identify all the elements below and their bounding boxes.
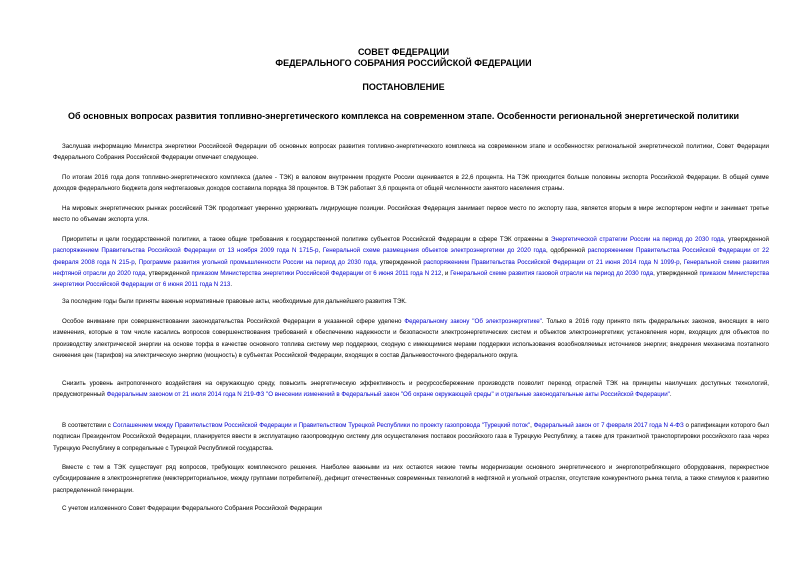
paragraph-4-text: , утвержденной	[723, 236, 770, 243]
paragraph-4-text: Приоритеты и цели государственной политики, а также общие требования к государственной политике субъектов Российской Федерации в сфере ТЭК отражены в	[62, 236, 552, 243]
paragraph-8	[53, 420, 769, 454]
paragraph-6-text: . Только в 2016 году принято пять федеральных законов, вносящих в него изменения, которые в том числе касались вопросов совершенствования требований к обеспечению надежности и безопасности электроэнергетических систем и объектов электроэнергетики; установления норм, входящих для объектов по производству электрической энергии на основе торфа в качестве основного топлива систему мер поддержки, сходную с имеющимися мерами поддержки использования возобновляемых источников энергии; внедрения механизма поэтапного снижения цен (тарифов) на электрическую энергию (мощность) в субъектах Российской Федерации, входящих в состав Дальневосточного федерального округа.	[53, 318, 769, 359]
coal-program-link[interactable]: Программе развития угольной промышленности России на период до 2030 года	[138, 258, 376, 266]
order-1099r-link[interactable]: распоряжением Правительства Российской Федерации от 21 июня 2014 года N 1099-р	[423, 258, 680, 266]
paragraph-8-text: ,	[530, 422, 534, 429]
paragraph-4-text: , одобренной	[545, 247, 588, 255]
oil-scheme-link[interactable]: Генеральной схеме развития нефтяной отрасли до 2020 года	[53, 258, 769, 277]
paragraph-4-text: , и	[441, 269, 451, 277]
paragraph-7-text: Снизить уровень антропогенного воздействия на окружающую среду, повысить энергетическую эффективность и ресурсосбережение производств позволит переход отраслей ТЭК на принципы наилучших доступных технологий, предусмотренный	[53, 380, 769, 399]
order-215r-link[interactable]: распоряжением Правительства Российской Федерации от 22 февраля 2008 года N 215-р	[53, 247, 770, 266]
order-213-link[interactable]: приказом Министерства энергетики Российской Федерации от 6 июня 2011 года N 213	[53, 269, 770, 289]
paragraph-5: За последние годы были приняты важные нормативные правовые акты, необходимые для дальнейшего развития ТЭК.	[62, 298, 407, 305]
electric-power-law-link[interactable]: Федеральному закону "Об электроэнергетике"	[404, 318, 542, 325]
law-4fz-link[interactable]: Федеральный закон от 7 февраля 2017 года N 4-ФЗ	[533, 422, 684, 429]
order-1715r-link[interactable]: распоряжением Правительства Российской Федерации от 13 ноября 2009 года N 1715-р	[53, 247, 319, 255]
paragraph-10: С учетом изложенного Совет Федерации Федерального Собрания Российской Федерации	[62, 505, 322, 512]
paragraph-4-text: , утвержденной	[145, 269, 192, 277]
paragraph-3: На мировых энергетических рынках российский ТЭК продолжает уверенно удерживать лидирующие позиции. Российская Федерация занимает первое место по экспорту газа, является вторым в мире экспортером нефти и занимает третье место по объемам экспорта угля.	[53, 205, 769, 224]
order-212-link[interactable]: приказом Министерства энергетики Российской Федерации от 6 июня 2011 года N 212	[191, 269, 442, 277]
law-219fz-link[interactable]: Федеральным законом от 21 июля 2014 года N 219-ФЗ "О внесении изменений в Федеральный закон "Об охране окружающей среды" и отдельные законодательные акты Российской Федерации"	[106, 391, 670, 399]
paragraph-2: По итогам 2016 года доля топливно-энергетического комплекса (далее - ТЭК) в валовом внутреннем продукте России оценивается в 22,6 процента. На ТЭК приходится больше половины экспорта Российской Федерации. В общей сумме доходов федерального бюджета доля нефтегазовых доходов составила порядка 38 процентов. В ТЭК работает 3,6 процента от общей численности занятого населения страны.	[53, 174, 769, 193]
paragraph-6-text: Особое внимание при совершенствовании законодательства Российской Федерации в указанной сфере уделено	[62, 318, 405, 325]
paragraph-4-text: ,	[679, 258, 684, 266]
council-name: СОВЕТ ФЕДЕРАЦИИ	[357, 47, 450, 57]
turkish-stream-agreement-link[interactable]: Соглашением между Правительством Российской Федерации и Правительством Турецкой Республики по проекту газопровода "Турецкий поток"	[112, 422, 531, 429]
paragraph-7-text: .	[669, 391, 672, 399]
document-title: Об основных вопросах развития топливно-энергетического комплекса на современном этапе. Особенности региональной энергетической политики	[67, 111, 740, 121]
paragraph-6	[53, 316, 769, 361]
gas-scheme-link[interactable]: Генеральной схеме развития газовой отрасли на период до 2030 года	[450, 269, 654, 277]
document-type: ПОСТАНОВЛЕНИЕ	[362, 82, 445, 92]
paragraph-4-text: , утвержденной	[375, 258, 424, 266]
paragraph-8-text: о ратификации которого был подписан Президентом Российской Федерации, планируется ввести в эксплуатацию газопроводную систему для осуществления поставок российского газа в Турецкую Республику, а также для транзитной транспортировки российского газа через Турецкую Республику в сопредельные с Турецкой Республикой государства.	[53, 422, 769, 452]
paragraph-8-text: В соответствии с	[62, 422, 113, 429]
paragraph-4-text: , утвержденной	[653, 269, 700, 277]
paragraph-4	[53, 234, 769, 290]
energy-strategy-link[interactable]: Энергетической стратегии России на период до 2030 года	[551, 236, 724, 243]
power-scheme-link[interactable]: Генеральной схеме размещения объектов электроэнергетики до 2020 года	[322, 247, 546, 255]
paragraph-4-text: ,	[318, 247, 323, 255]
paragraph-7	[53, 378, 769, 401]
paragraph-4-text: .	[230, 281, 233, 289]
paragraph-1: Заслушав информацию Министра энергетики Российской Федерации об основных вопросах развития топливно-энергетического комплекса на современном этапе и особенностях региональной энергетической политики, Совет Федерации Федерального Собрания Российской Федерации отмечает следующее.	[53, 143, 769, 162]
paragraph-9: Вместе с тем в ТЭК существует ряд вопросов, требующих комплексного решения. Наиболее важными из них остаются низкие темпы модернизации основного энергетического и энергопотребляющего оборудования, перекрестное субсидирование в электроэнергетике (межтерриториальное, между группами потребителей), дефицит отечественных современных технологий в нефтяной и угольной отраслях, отсутствие конкурентного рынка тепла, а также стимулов к развитию распределенной генерации.	[53, 464, 769, 494]
paragraph-4-text: ,	[134, 258, 139, 266]
assembly-name: ФЕДЕРАЛЬНОГО СОБРАНИЯ РОССИЙСКОЙ ФЕДЕРАЦИИ	[275, 58, 532, 68]
